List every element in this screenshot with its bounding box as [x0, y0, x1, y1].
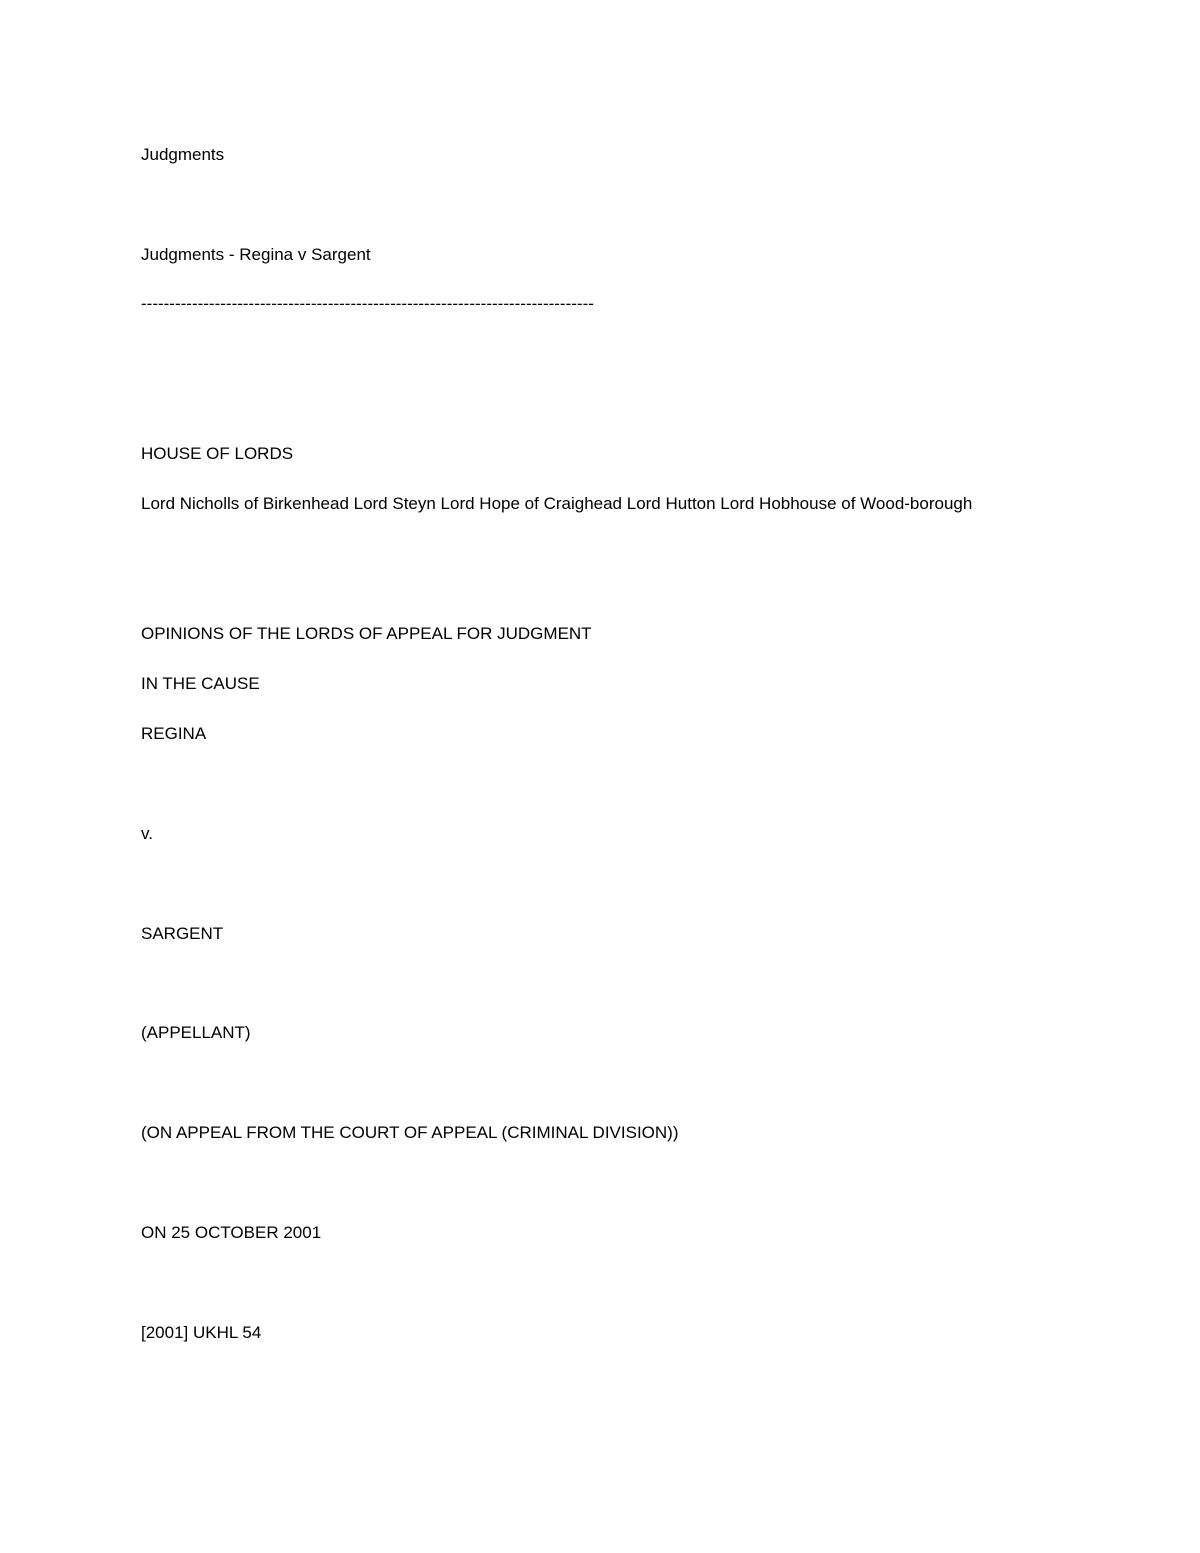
versus-text: v. [141, 824, 153, 843]
case-title: Judgments - Regina v Sargent [141, 245, 371, 264]
judges-list: Lord Nicholls of Birkenhead Lord Steyn Lord Hope of Craighead Lord Hutton Lord Hobhouse of Wood-borough [141, 494, 973, 513]
court-name: HOUSE OF LORDS [141, 444, 294, 463]
judgment-date: ON 25 OCTOBER 2001 [141, 1223, 322, 1242]
appellant-role: (APPELLANT) [141, 1023, 251, 1042]
case-citation: [2001] UKHL 54 [141, 1323, 262, 1342]
appellant-name: SARGENT [141, 924, 224, 943]
separator-line: -------------------------------------------------------------------------------- [141, 294, 594, 313]
in-the-cause: IN THE CAUSE [141, 674, 260, 693]
document-heading: Judgments [141, 145, 225, 164]
appeal-from: (ON APPEAL FROM THE COURT OF APPEAL (CRIMINAL DIVISION)) [141, 1123, 679, 1142]
respondent-name: REGINA [141, 724, 207, 743]
opinions-heading: OPINIONS OF THE LORDS OF APPEAL FOR JUDGMENT [141, 624, 592, 643]
